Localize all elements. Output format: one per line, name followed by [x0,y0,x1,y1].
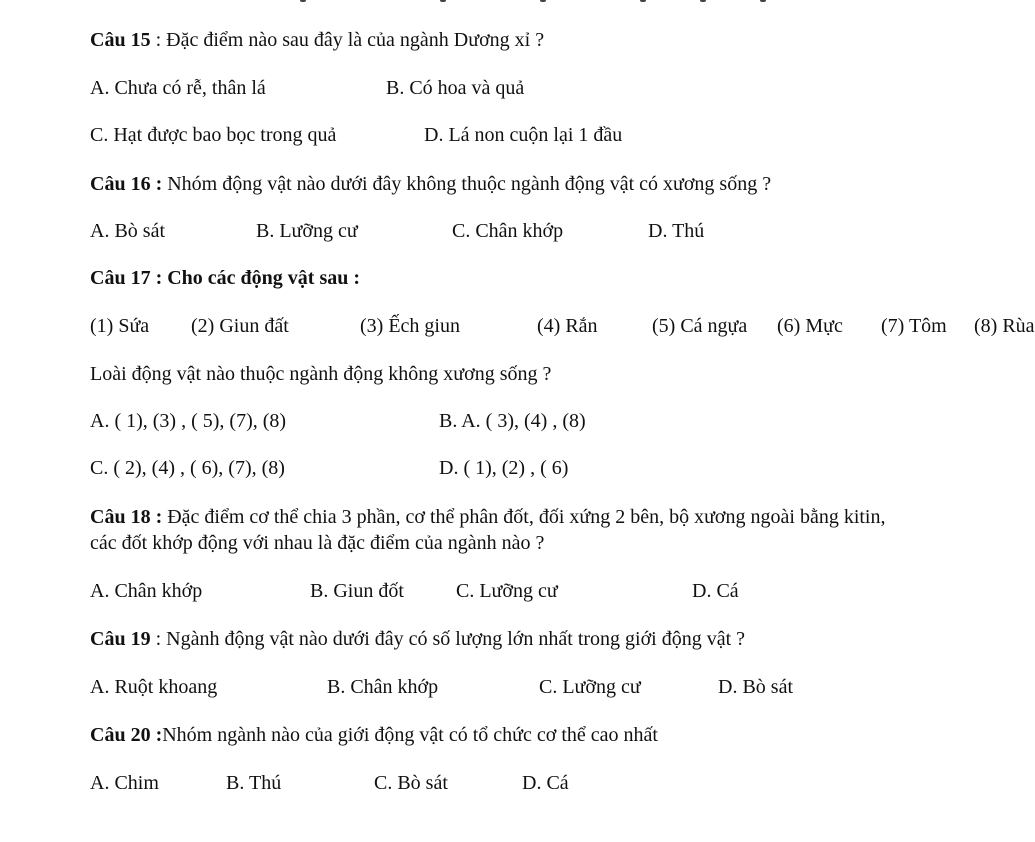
question-text: Đặc điểm cơ thể chia 3 phần, cơ thể phân đốt, đối xứng 2 bên, bộ xương ngoài bằng kitin, [167,506,886,528]
question-number: Câu 15 [90,29,151,51]
question-19-title: Câu 19 : Ngành động vật nào dưới đây có số lượng lớn nhất trong giới động vật ? [90,628,746,650]
q16-option-d[interactable]: D. Thú [648,220,705,242]
q16-option-a[interactable]: A. Bò sát [90,220,165,242]
q17-option-d[interactable]: D. ( 1), (2) , ( 6) [439,457,569,479]
q15-option-a[interactable]: A. Chưa có rễ, thân lá [90,77,266,99]
q20-option-a[interactable]: A. Chim [90,772,159,794]
animal-2: (2) Giun đất [191,315,289,337]
q16-option-b[interactable]: B. Lưỡng cư [256,220,358,242]
animal-1: (1) Sứa [90,315,150,337]
cropped-text-remnants [0,0,1024,6]
question-number: Câu 18 : [90,506,163,528]
q19-option-c[interactable]: C. Lưỡng cư [539,676,641,698]
q16-option-c[interactable]: C. Chân khớp [452,220,564,242]
q18-option-b[interactable]: B. Giun đốt [310,580,404,602]
q17-option-b[interactable]: B. A. ( 3), (4) , (8) [439,410,586,432]
question-16-title [90,172,771,196]
question-18-text-continued: các đốt khớp động với nhau là đặc điểm của ngành nào ? [90,532,545,554]
q15-option-d[interactable]: D. Lá non cuộn lại 1 đầu [424,124,623,146]
q17-option-c[interactable]: C. ( 2), (4) , ( 6), (7), (8) [90,457,285,479]
question-number: Câu 16 : [90,173,163,195]
q19-option-b[interactable]: B. Chân khớp [327,676,439,698]
question-17-text: Loài động vật nào thuộc ngành động không xương sống ? [90,363,552,385]
question-18-title [90,505,886,529]
q18-option-a[interactable]: A. Chân khớp [90,580,203,602]
question-text: Đặc điểm nào sau đây là của ngành Dương xỉ ? [166,29,545,51]
question-15-title: Câu 15 : Đặc điểm nào sau đây là của ngành Dương xỉ ? [90,29,545,51]
q20-option-c[interactable]: C. Bò sát [374,772,448,794]
animal-7: (7) Tôm [881,315,947,337]
animal-4: (4) Rắn [537,315,598,337]
animal-3: (3) Ếch giun [360,315,460,337]
q20-option-b[interactable]: B. Thú [226,772,282,794]
question-text: Nhóm ngành nào của giới động vật có tổ chức cơ thể cao nhất [162,724,658,746]
animal-8: (8) Rùa [974,315,1035,337]
q15-option-b[interactable]: B. Có hoa và quả [386,77,525,99]
question-17-title: Câu 17 : Cho các động vật sau : [90,267,361,289]
question-text: Nhóm động vật nào dưới đây không thuộc ngành động vật có xương sống ? [167,173,772,195]
q17-option-a[interactable]: A. ( 1), (3) , ( 5), (7), (8) [90,410,287,432]
question-number: Câu 19 [90,628,151,650]
q18-option-d[interactable]: D. Cá [692,580,739,602]
q18-option-c[interactable]: C. Lưỡng cư [456,580,558,602]
question-20-title [90,723,658,747]
q20-option-d[interactable]: D. Cá [522,772,569,794]
q15-option-c[interactable]: C. Hạt được bao bọc trong quả [90,124,337,146]
question-number: Câu 20 : [90,724,163,746]
q19-option-d[interactable]: D. Bò sát [718,676,793,698]
question-text: Ngành động vật nào dưới đây có số lượng lớn nhất trong giới động vật ? [166,628,746,650]
animal-6: (6) Mực [777,315,843,337]
q19-option-a[interactable]: A. Ruột khoang [90,676,218,698]
animal-5: (5) Cá ngựa [652,315,748,337]
